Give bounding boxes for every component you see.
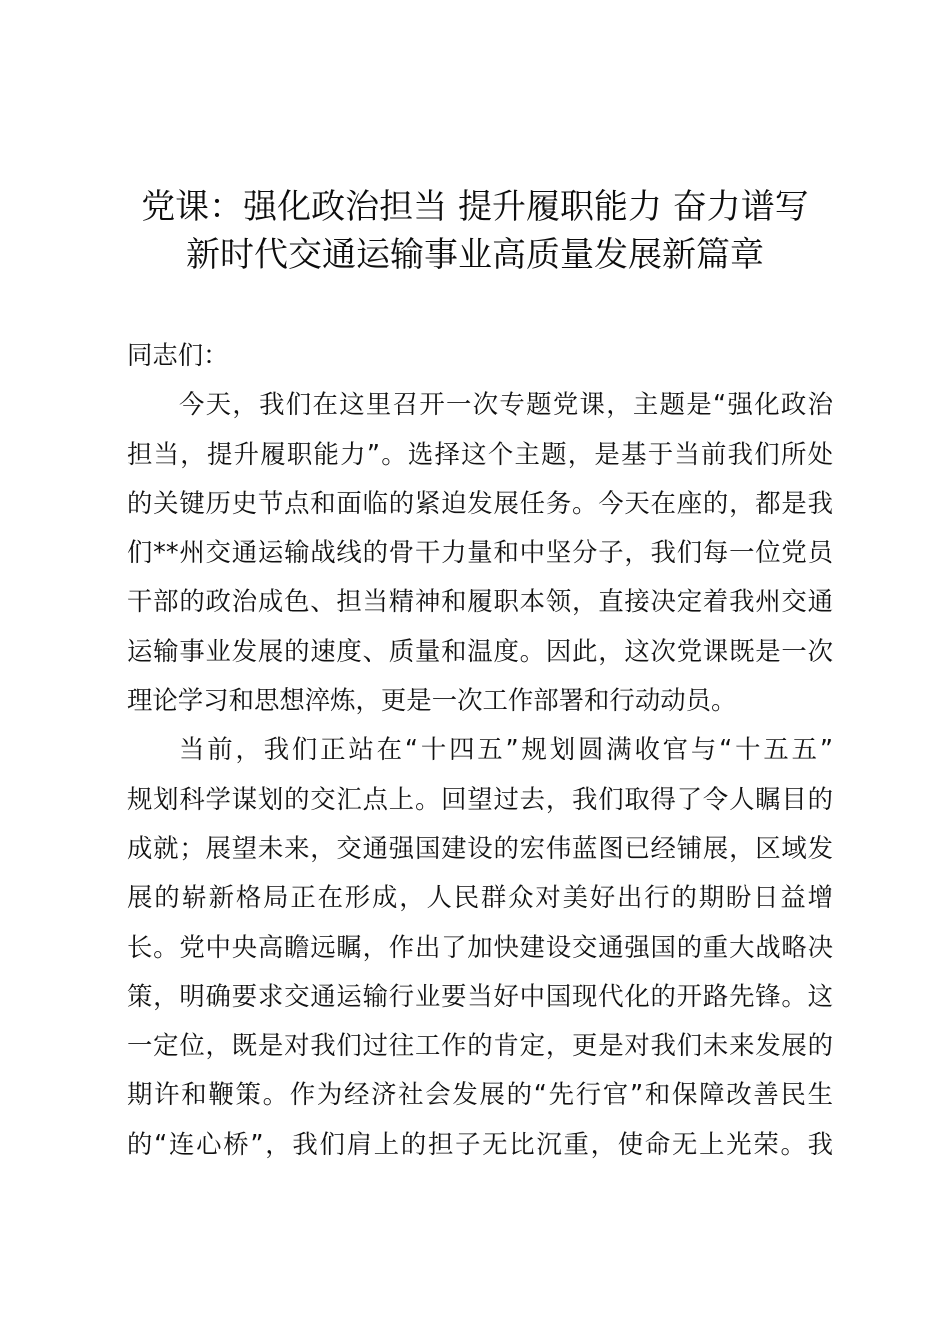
paragraph-2 [127,725,833,1169]
paragraph-line: 展的崭新格局正在形成，人民群众对美好出行的期盼日益增 [127,882,833,913]
paragraph-line: 的关键历史节点和面临的紧迫发展任务。今天在座的，都是我 [127,487,833,518]
paragraph-line: 策，明确要求交通运输行业要当好中国现代化的开路先锋。这 [127,980,833,1011]
paragraph-line: 规划科学谋划的交汇点上。回望过去，我们取得了令人瞩目的 [127,783,833,814]
paragraph-line: 担当，提升履职能力”。选择这个主题，是基于当前我们所处 [127,438,833,469]
title-line-2: 新时代交通运输事业高质量发展新篇章 [186,235,764,275]
salutation: 同志们： [127,340,229,370]
paragraph-line: 干部的政治成色、担当精神和履职本领，直接决定着我州交通 [127,586,833,617]
document-body [127,331,833,1169]
paragraph-line: 期许和鞭策。作为经济社会发展的“先行官”和保障改善民生 [127,1079,833,1110]
paragraph-line: 一定位，既是对我们过往工作的肯定，更是对我们未来发展的 [127,1030,833,1061]
document-title [100,183,850,279]
paragraph-line: 当前，我们正站在“十四五”规划圆满收官与“十五五” [179,734,833,765]
paragraph-line: 成就；展望未来，交通强国建设的宏伟蓝图已经铺展，区域发 [127,832,833,863]
paragraph-line: 长。党中央高瞻远瞩，作出了加快建设交通强国的重大战略决 [127,931,833,962]
paragraph-line: 运输事业发展的速度、质量和温度。因此，这次党课既是一次 [127,635,833,666]
paragraph-line: 今天，我们在这里召开一次专题党课，主题是“强化政治 [179,389,833,420]
paragraph-line: 理论学习和思想淬炼，更是一次工作部署和行动动员。 [127,685,737,716]
paragraph-1 [127,380,833,725]
title-line-1: 党课：强化政治担当 提升履职能力 奋力谱写 [141,187,809,227]
paragraph-line: 们**州交通运输战线的骨干力量和中坚分子，我们每一位党员 [127,537,833,568]
paragraph-line: 的“连心桥”，我们肩上的担子无比沉重，使命无上光荣。我 [127,1128,833,1159]
